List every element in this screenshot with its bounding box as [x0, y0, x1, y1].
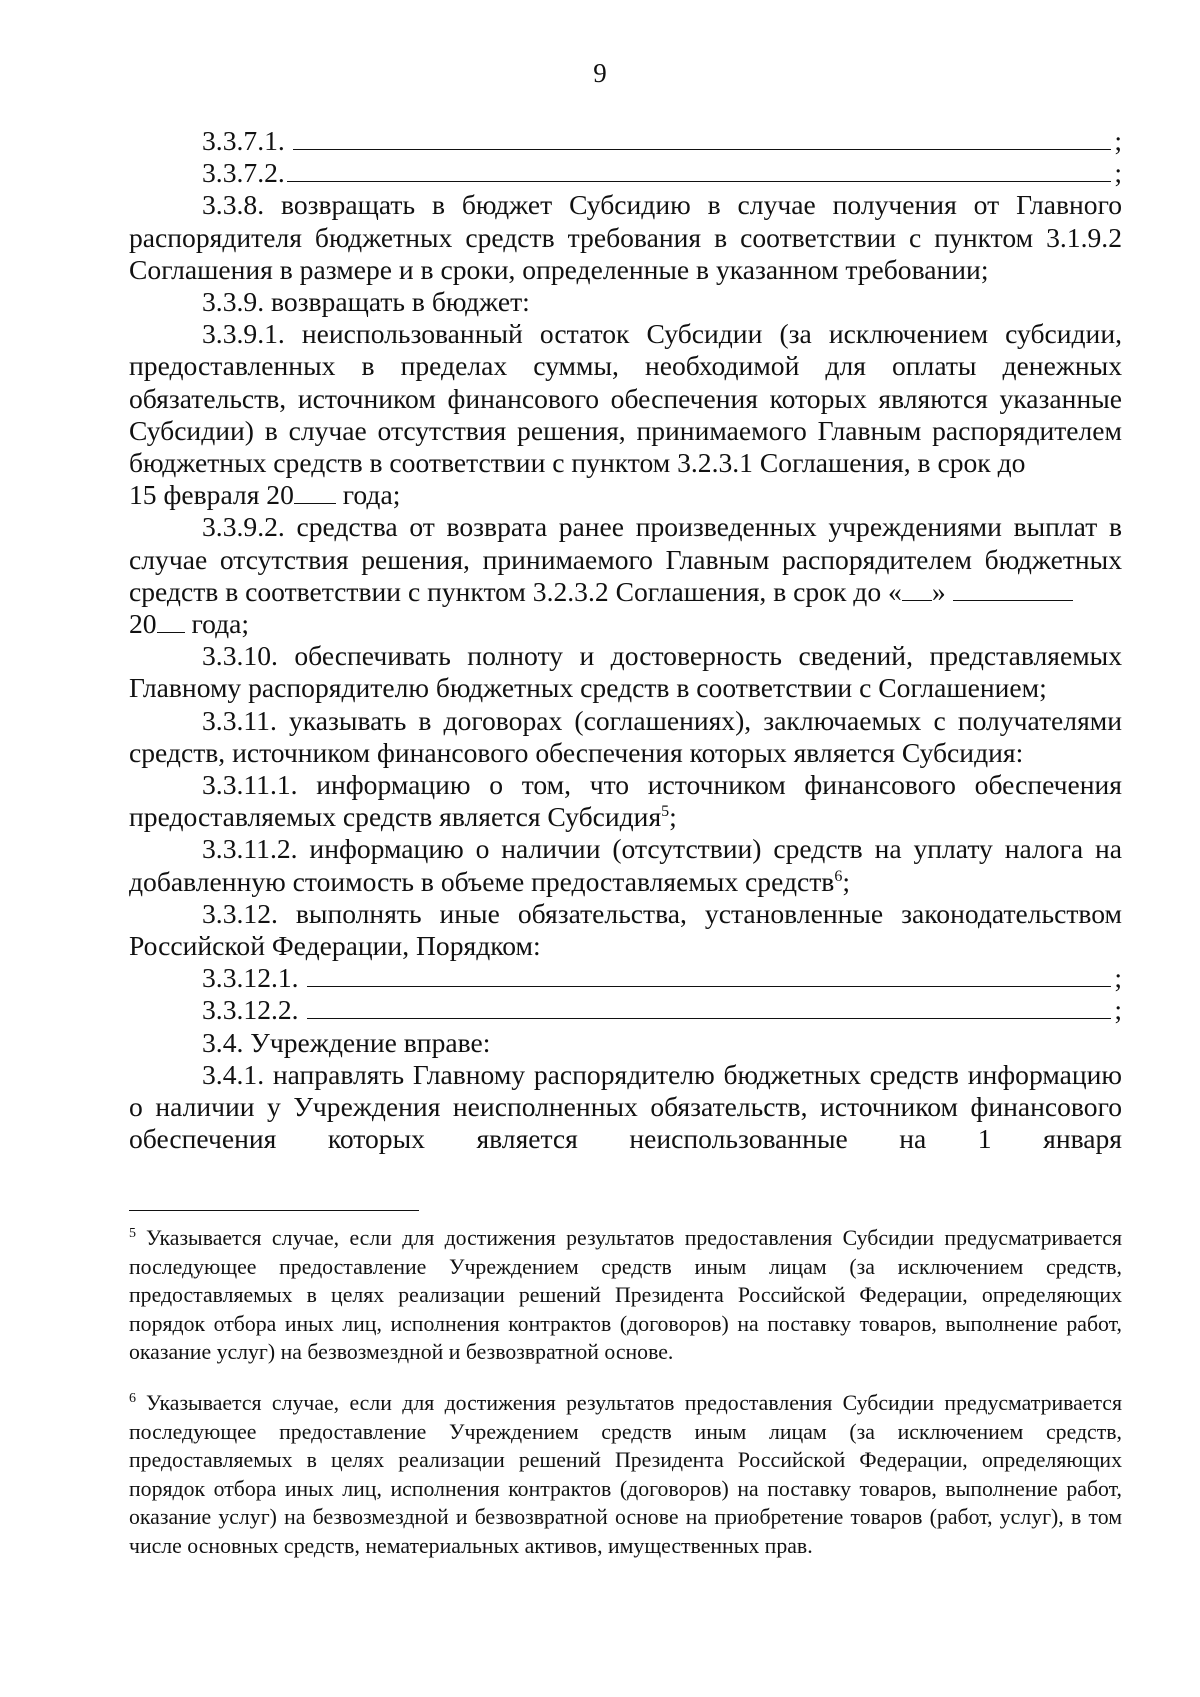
item-end: ; — [1114, 994, 1122, 1026]
item-end: ; — [842, 865, 850, 897]
quote-close: » — [931, 575, 946, 607]
item-end: ; — [669, 801, 677, 833]
item-3-3-12-1 — [129, 962, 1122, 994]
day-blank — [902, 580, 932, 601]
year-blank — [294, 483, 336, 504]
item-label: 3.3.7.1. — [202, 125, 285, 156]
year-suffix: года; — [191, 608, 250, 640]
page-number: 9 — [593, 58, 607, 88]
footnote-text: Указывается случае, если для достижения результатов предоставления Субсидии предусматривается последующее предоставление Учреждением средств иным лицам (за исключением средств, предоставляемых в целях реализации решений Президента Российской Федерации, определяющих порядок отбора иных лиц, исполнения контрактов (договоров) на поставку товаров, выполнение работ, оказание услуг) на безвозмездной и безвозвратной основе. — [129, 1226, 1122, 1365]
item-text: 3.3.11.2. информацию о наличии (отсутствии) средств на уплату налога на добавленную стоимость в объеме предоставляемых средств — [129, 833, 1122, 897]
deadline-date: 15 февраля 20 — [129, 479, 294, 511]
blank-fill-line — [293, 127, 1112, 150]
item-3-3-9-2 — [129, 511, 1122, 640]
item-end: ; — [1114, 125, 1122, 156]
item-3-3-12: 3.3.12. выполнять иные обязательства, установленные законодательством Российской Федерации, Порядком: — [129, 897, 1122, 962]
item-label: 3.3.7.2. — [202, 157, 285, 189]
item-3-3-10: 3.3.10. обеспечивать полноту и достоверность сведений, представляемых Главному распорядителю бюджетных средств в соответствии с Соглашением; — [129, 640, 1122, 704]
item-label: 3.3.12.1. — [202, 962, 299, 994]
footnote-ref[interactable]: 5 — [661, 803, 670, 821]
footnotes — [129, 1224, 1122, 1561]
blank-fill-line — [307, 964, 1112, 987]
footnote-number: 5 — [129, 1225, 136, 1241]
item-3-4-1: 3.4.1. направлять Главному распорядителю бюджетных средств информацию о наличии у Учреждения неисполненных обязательств, источником финансового обеспечения которых является неиспользованные на 1 января — [129, 1058, 1122, 1155]
deadline-suffix: года; — [342, 479, 401, 511]
blank-fill-line — [307, 996, 1112, 1019]
footnote-separator — [129, 1210, 419, 1211]
footnote-6 — [129, 1389, 1122, 1561]
footnote-text: Указывается случае, если для достижения результатов предоставления Субсидии предусматривается последующее предоставление Учреждением средств иным лицам (за исключением средств, предоставляемых в целях реализации решений Президента Российской Федерации, определяющих порядок отбора иных лиц, исполнения контрактов (договоров) на поставку товаров, выполнение работ, оказание услуг) на безвозмездной и безвозвратной основе на приобретение товаров (работ, услуг), в том числе основных средств, нематериальных активов, имущественных прав. — [129, 1390, 1122, 1558]
item-3-3-9: 3.3.9. возвращать в бюджет: — [202, 286, 530, 318]
year-blank — [157, 612, 185, 633]
item-end: ; — [1114, 157, 1122, 189]
item-end: ; — [1114, 962, 1122, 994]
blank-fill-line — [287, 159, 1112, 182]
item-label: 3.3.12.2. — [202, 994, 299, 1026]
item-3-3-7-2 — [129, 157, 1122, 189]
item-text: 3.3.9.2. средства от возврата ранее произведенных учреждениями выплат в случае отсутствия решения, принимаемого Главным распорядителем бюджетных средств в соответствии с пунктом 3.2.3.2 Соглашения, в срок до « — [129, 511, 1122, 607]
item-3-3-9-1 — [129, 318, 1122, 511]
footnote-ref[interactable]: 6 — [834, 867, 843, 885]
item-3-3-11: 3.3.11. указывать в договорах (соглашениях), заключаемых с получателями средств, источником финансового обеспечения которых является Субсидия: — [129, 704, 1122, 768]
item-3-3-7-1 — [129, 125, 1122, 157]
item-text: 3.3.9.1. неиспользованный остаток Субсидии (за исключением субсидии, предоставленных в пределах суммы, необходимой для оплаты денежных обязательств, источником финансового обеспечения которых являются указанные Субсидии) в случае отсутствия решения, принимаемого Главным распорядителем бюджетных средств в соответствии с пунктом 3.2.3.1 Соглашения, в срок до — [129, 318, 1122, 479]
item-3-3-12-2 — [129, 994, 1122, 1026]
year-prefix: 20 — [129, 608, 157, 640]
month-blank — [953, 580, 1073, 601]
agreement-body — [129, 125, 1122, 1156]
item-3-3-11-1 — [129, 769, 1122, 833]
item-3-3-8: 3.3.8. возвращать в бюджет Субсидию в случае получения от Главного распорядителя бюджетных средств требования в соответствии с пунктом 3.1.9.2 Соглашения в размере и в сроки, определенные в указанном требовании; — [129, 189, 1122, 285]
item-3-3-11-2 — [129, 833, 1122, 897]
item-3-4: 3.4. Учреждение вправе: — [202, 1026, 491, 1058]
item-text: 3.3.11.1. информацию о том, что источником финансового обеспечения предоставляемых средств является Субсидия — [129, 769, 1122, 833]
footnote-5 — [129, 1224, 1122, 1367]
footnote-number: 6 — [129, 1390, 136, 1406]
